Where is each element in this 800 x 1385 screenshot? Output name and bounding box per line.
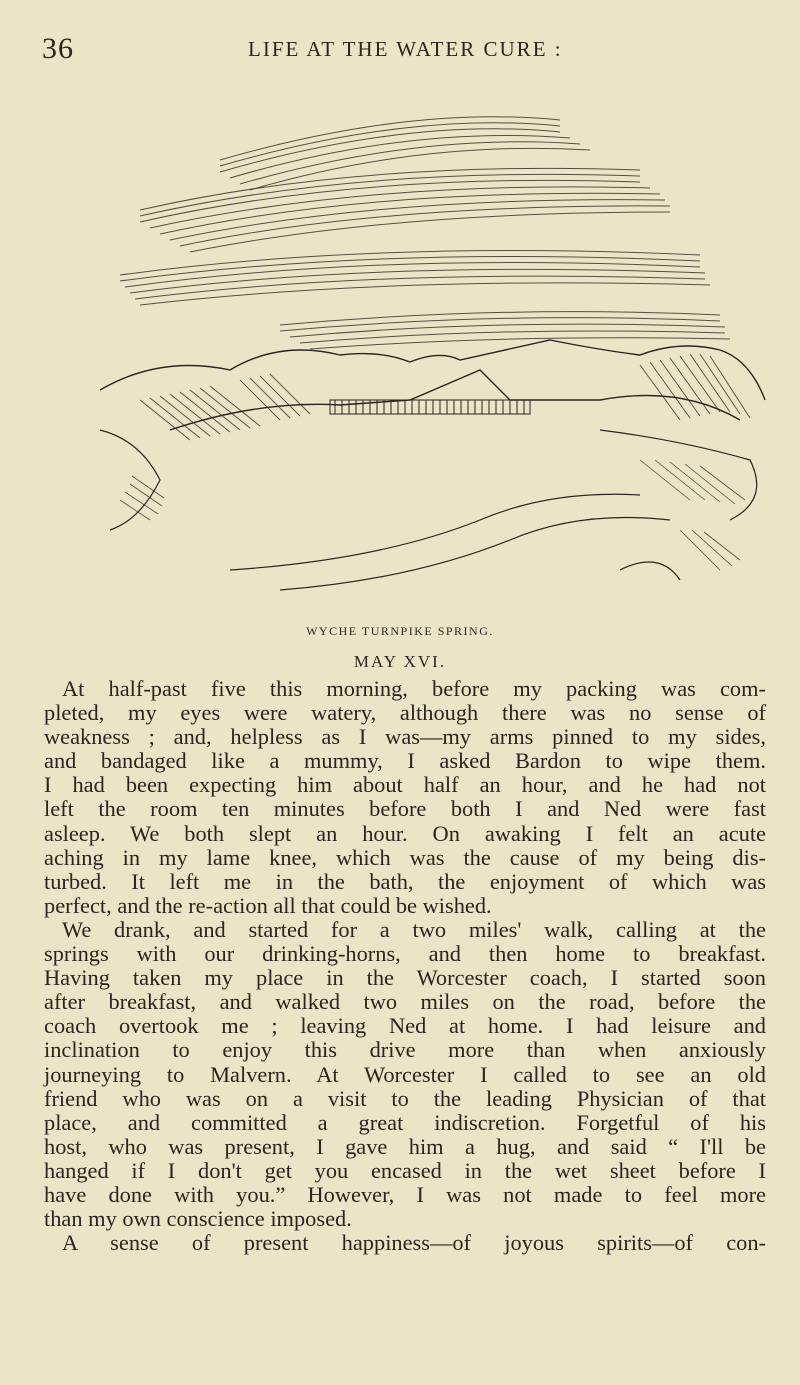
text-line: turbed. It left me in the bath, the enjoyment of which was	[44, 868, 766, 894]
text-line: At half-past five this morning, before my packing was com-	[62, 676, 766, 701]
text-line: inclination to enjoy this drive more than when anxiously	[44, 1037, 766, 1063]
text-line: friend who was on a visit to the leading Physician of that	[44, 1085, 766, 1111]
text-line: than my own conscience imposed.	[44, 1206, 352, 1232]
text-line: hanged if I don't get you encased in the wet sheet before I	[44, 1157, 766, 1183]
text-line: coach overtook me ; leaving Ned at home. I had leisure and	[44, 1013, 766, 1039]
text-line: journeying to Malvern. At Worcester I called to see an old	[44, 1061, 766, 1087]
text-line: after breakfast, and walked two miles on the road, before the	[44, 989, 766, 1015]
text-line: perfect, and the re-action all that could be wished.	[44, 892, 492, 918]
text-line: We drank, and started for a two miles' walk, calling at the	[62, 916, 766, 942]
text-line: springs with our drinking-horns, and then home to breakfast.	[44, 941, 766, 967]
text-line: have done with you.” However, I was not made to feel more	[44, 1181, 766, 1207]
text-line: asleep. We both slept an hour. On awaking I felt an acute	[44, 820, 766, 846]
text-line: aching in my lame knee, which was the cause of my being dis-	[44, 844, 766, 870]
illustration-caption: WYCHE TURNPIKE SPRING.	[306, 624, 494, 638]
chapter-heading: MAY XVI.	[353, 652, 447, 671]
engraving-illustration	[80, 100, 770, 620]
text-line: pleted, my eyes were watery, although there was no sense of	[44, 700, 766, 726]
text-line: weakness ; and, helpless as I was—my arms pinned to my sides,	[44, 724, 766, 750]
text-line: and bandaged like a mummy, I asked Bardon to wipe them.	[44, 748, 766, 774]
body-text	[44, 677, 766, 1255]
text-line: left the room ten minutes before both I and Ned were fast	[44, 796, 766, 822]
running-head: LIFE AT THE WATER CURE :	[248, 37, 563, 61]
text-line: host, who was present, I gave him a hug, and said “ I'll be	[44, 1133, 766, 1159]
text-line: place, and committed a great indiscretion. Forgetful of his	[44, 1109, 766, 1135]
text-line: Having taken my place in the Worcester coach, I started soon	[44, 965, 766, 991]
text-line: A sense of present happiness—of joyous spirits—of con-	[62, 1230, 766, 1256]
text-line: I had been expecting him about half an hour, and he had not	[44, 772, 766, 798]
page-number: 36	[42, 32, 74, 65]
